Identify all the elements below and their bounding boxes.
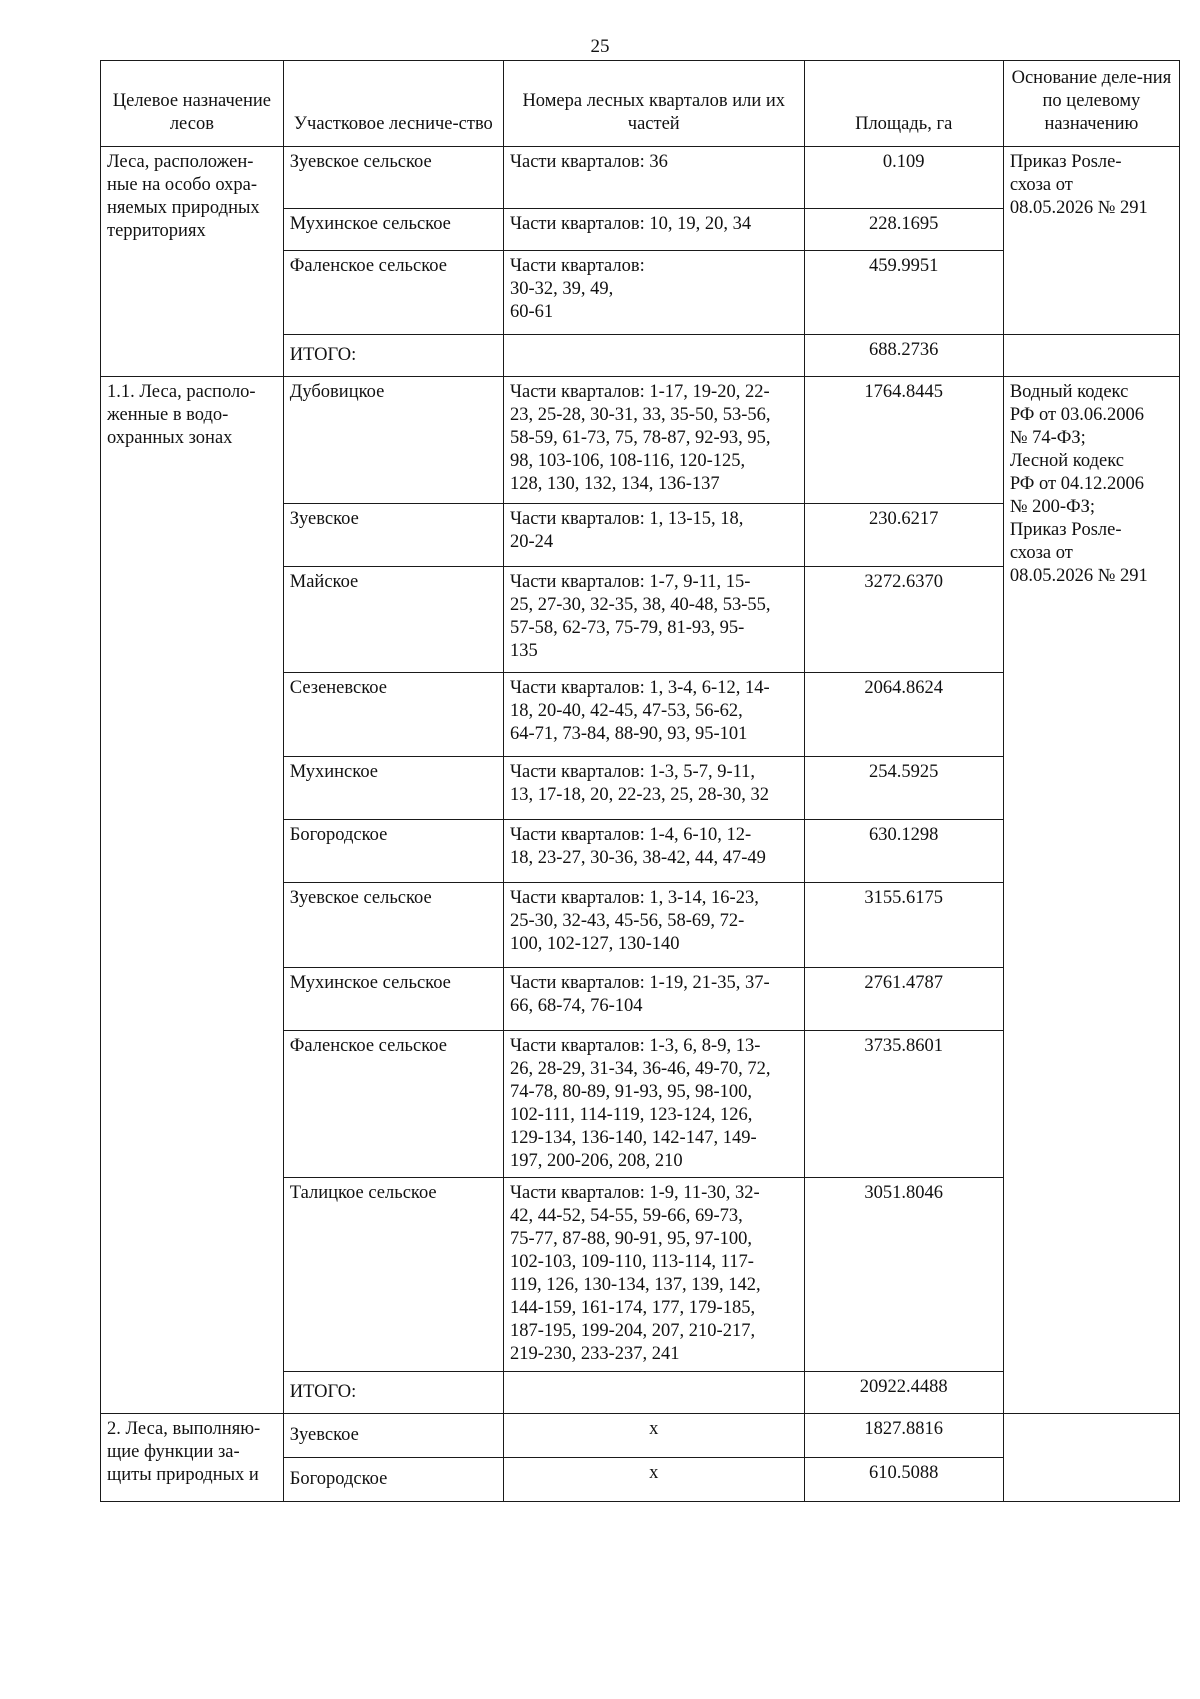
section1-row2-forestry: Мухинское сельское [283, 209, 503, 251]
table-row [101, 1414, 1180, 1458]
section2-row3-forestry: Майское [283, 567, 503, 673]
section1-row3-quarters: Части кварталов: 30-32, 39, 49, 60-61 [503, 251, 804, 335]
section2-purpose: 1.1. Леса, располо- женные в водо- охранных зонах [101, 377, 284, 1414]
table-row [101, 147, 1180, 209]
section2-row6-area: 630.1298 [804, 820, 1003, 883]
section2-basis: Водный кодекс РФ от 03.06.2006 № 74-ФЗ; Лесной кодекс РФ от 04.12.2006 № 200-ФЗ; Приказ Рosле- схоза от 08.05.2026 № 291 [1003, 377, 1179, 1414]
section2-row1-forestry: Дубовицкое [283, 377, 503, 504]
section1-row1-quarters: Части кварталов: 36 [503, 147, 804, 209]
section2-row8-area: 2761.4787 [804, 968, 1003, 1031]
section2-row7-quarters: Части кварталов: 1, 3-14, 16-23, 25-30, 32-43, 45-56, 58-69, 72- 100, 102-127, 130-140 [503, 883, 804, 968]
section3-row1-forestry: Зуевское [283, 1414, 503, 1458]
section3-row2-area: 610.5088 [804, 1458, 1003, 1502]
header-quarters: Номера лесных кварталов или их частей [503, 61, 804, 147]
section3-row2-quarters: x [503, 1458, 804, 1502]
section2-row1-area: 1764.8445 [804, 377, 1003, 504]
section2-row9-area: 3735.8601 [804, 1031, 1003, 1178]
section2-row7-area: 3155.6175 [804, 883, 1003, 968]
forest-purpose-table [100, 60, 1180, 1502]
section3-basis [1003, 1414, 1179, 1502]
header-purpose: Целевое назначение лесов [101, 61, 284, 147]
section2-row6-quarters: Части кварталов: 1-4, 6-10, 12- 18, 23-27, 30-36, 38-42, 44, 47-49 [503, 820, 804, 883]
section3-row1-quarters: x [503, 1414, 804, 1458]
section2-row9-quarters: Части кварталов: 1-3, 6, 8-9, 13- 26, 28-29, 31-34, 36-46, 49-70, 72, 74-78, 80-89, 91-93, 95, 98-100, 102-111, 114-119, 123-124, 126, 129-134, 136-140, 142-147, 149- 197, 200-206, 208, 210 [503, 1031, 804, 1178]
section2-row1-quarters: Части кварталов: 1-17, 19-20, 22- 23, 25-28, 30-31, 33, 35-50, 53-56, 58-59, 61-73, 75, 78-87, 92-93, 95, 98, 103-106, 108-116, 120-125, 128, 130, 132, 134, 136-137 [503, 377, 804, 504]
section2-total-label: ИТОГО: [283, 1372, 503, 1414]
section3-row1-area: 1827.8816 [804, 1414, 1003, 1458]
section3-purpose: 2. Леса, выполняю- щие функции за- щиты природных и [101, 1414, 284, 1502]
section1-row3-forestry: Фаленское сельское [283, 251, 503, 335]
section2-row4-forestry: Сезеневское [283, 673, 503, 757]
header-basis: Основание деле-ния по целевому назначению [1003, 61, 1179, 147]
table-row [101, 377, 1180, 504]
section2-row4-area: 2064.8624 [804, 673, 1003, 757]
header-forestry: Участковое лесниче-ство [283, 61, 503, 147]
section2-row7-forestry: Зуевское сельское [283, 883, 503, 968]
section1-row2-quarters: Части кварталов: 10, 19, 20, 34 [503, 209, 804, 251]
section1-purpose: Леса, расположен- ные на особо охра- няемых природных территориях [101, 147, 284, 377]
section1-basis: Приказ Рosле- схоза от 08.05.2026 № 291 [1003, 147, 1179, 335]
page-number: 25 [590, 36, 610, 57]
section2-row5-quarters: Части кварталов: 1-3, 5-7, 9-11, 13, 17-18, 20, 22-23, 25, 28-30, 32 [503, 757, 804, 820]
section2-row2-area: 230.6217 [804, 504, 1003, 567]
section1-row2-area: 228.1695 [804, 209, 1003, 251]
section1-row3-area: 459.9951 [804, 251, 1003, 335]
section1-row1-area: 0.109 [804, 147, 1003, 209]
section3-row2-forestry: Богородское [283, 1458, 503, 1502]
section2-row5-area: 254.5925 [804, 757, 1003, 820]
section2-row5-forestry: Мухинское [283, 757, 503, 820]
table-header-row [101, 61, 1180, 147]
section2-total-quarters [503, 1372, 804, 1414]
section2-row10-forestry: Талицкое сельское [283, 1178, 503, 1372]
header-area: Площадь, га [804, 61, 1003, 147]
section2-row2-quarters: Части кварталов: 1, 13-15, 18, 20-24 [503, 504, 804, 567]
section1-total-quarters [503, 335, 804, 377]
section1-row1-forestry: Зуевское сельское [283, 147, 503, 209]
section2-row8-quarters: Части кварталов: 1-19, 21-35, 37- 66, 68-74, 76-104 [503, 968, 804, 1031]
section2-row2-forestry: Зуевское [283, 504, 503, 567]
section1-total-area: 688.2736 [804, 335, 1003, 377]
section2-row9-forestry: Фаленское сельское [283, 1031, 503, 1178]
section2-row3-area: 3272.6370 [804, 567, 1003, 673]
section2-row6-forestry: Богородское [283, 820, 503, 883]
section2-total-area: 20922.4488 [804, 1372, 1003, 1414]
section2-row4-quarters: Части кварталов: 1, 3-4, 6-12, 14- 18, 20-40, 42-45, 47-53, 56-62, 64-71, 73-84, 88-90, 93, 95-101 [503, 673, 804, 757]
section2-row10-area: 3051.8046 [804, 1178, 1003, 1372]
section2-row3-quarters: Части кварталов: 1-7, 9-11, 15- 25, 27-30, 32-35, 38, 40-48, 53-55, 57-58, 62-73, 75-79, 81-93, 95- 135 [503, 567, 804, 673]
section1-total-basis [1003, 335, 1179, 377]
section1-total-label: ИТОГО: [283, 335, 503, 377]
section2-row10-quarters: Части кварталов: 1-9, 11-30, 32- 42, 44-52, 54-55, 59-66, 69-73, 75-77, 87-88, 90-91, 95, 97-100, 102-103, 109-110, 113-114, 117- 119, 126, 130-134, 137, 139, 142, 144-159, 161-174, 177, 179-185, 187-195, 199-204, 207, 210-217, 219-230, 233-237, 241 [503, 1178, 804, 1372]
section2-row8-forestry: Мухинское сельское [283, 968, 503, 1031]
